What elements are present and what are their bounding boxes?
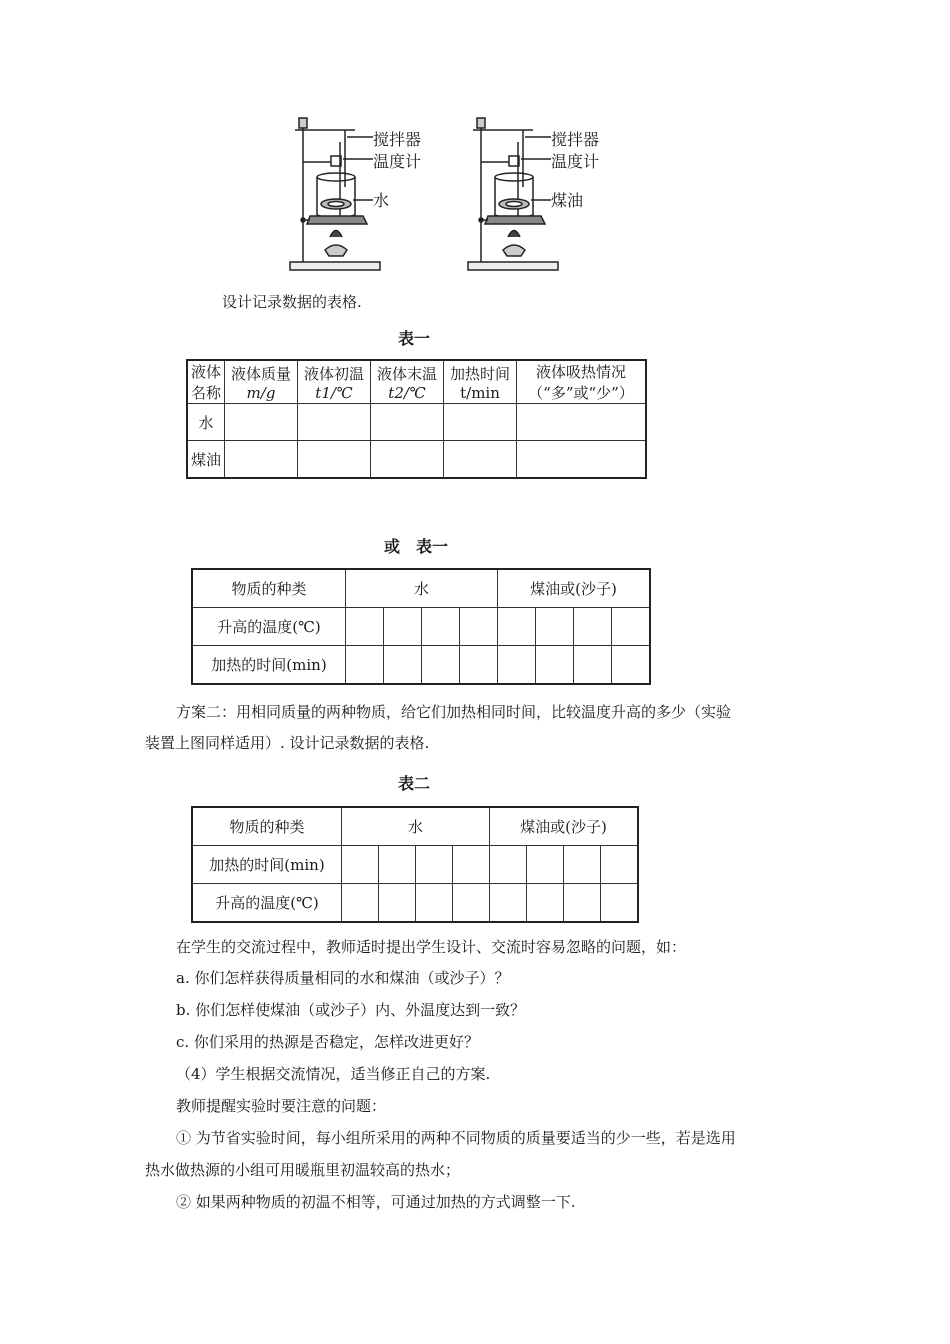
paragraph: 教师提醒实验时要注意的问题： [176, 1097, 387, 1115]
table1 [186, 359, 647, 479]
table-row [187, 404, 646, 441]
paragraph: c. 你们采用的热源是否稳定，怎样改进更好？ [176, 1033, 479, 1051]
paragraph: 在学生的交流过程中，教师适时提出学生设计、交流时容易忽略的问题，如： [176, 938, 687, 956]
table1-title: 表一 [398, 329, 431, 348]
row-label-heat-time: 加热的时间(min) [192, 646, 346, 685]
group-water: 水 [346, 569, 498, 608]
table1b [191, 568, 651, 685]
row-label-temp-rise: 升高的温度(℃) [192, 884, 342, 923]
table-row [192, 884, 638, 923]
row-label-water: 水 [187, 404, 225, 441]
group-water: 水 [342, 807, 490, 846]
paragraph: 热水做热源的小组可用暖瓶里初温较高的热水； [145, 1161, 461, 1179]
label-thermometer: 温度计 [551, 152, 600, 171]
table-row [192, 646, 650, 685]
row-label-kerosene: 煤油 [187, 441, 225, 479]
header-mass: 液体质量 m/g [225, 360, 298, 404]
table-row [192, 846, 638, 884]
group-kerosene: 煤油或(沙子) [490, 807, 639, 846]
header-final-temp: 液体末温 t2/℃ [371, 360, 444, 404]
label-thermometer: 温度计 [373, 152, 422, 171]
header-initial-temp: 液体初温 t1/℃ [298, 360, 371, 404]
table2-title: 表二 [398, 774, 431, 793]
table1b-title: 或 表一 [384, 537, 449, 556]
header-heat-absorb: 液体吸热情况 （“多”或“少”） [517, 360, 647, 404]
paragraph: ① 为节省实验时间，每小组所采用的两种不同物质的质量要适当的少一些，若是选用 [176, 1129, 736, 1147]
plan2-line1: 方案二：用相同质量的两种物质，给它们加热相同时间，比较温度升高的多少（实验 [176, 703, 732, 721]
row-label-temp-rise: 升高的温度(℃) [192, 608, 346, 646]
table-row [187, 360, 646, 404]
col-header: 物质的种类 [192, 807, 342, 846]
label-kerosene: 煤油 [551, 191, 584, 210]
col-header: 物质的种类 [192, 569, 346, 608]
table-row [192, 608, 650, 646]
label-stirrer: 搅拌器 [373, 130, 422, 149]
paragraph: ② 如果两种物质的初温不相等，可通过加热的方式调整一下. [176, 1193, 576, 1211]
header-heat-time: 加热时间 t/min [444, 360, 517, 404]
table2 [191, 806, 639, 923]
row-label-heat-time: 加热的时间(min) [192, 846, 342, 884]
label-stirrer: 搅拌器 [551, 130, 600, 149]
plan2-line2: 装置上图同样适用）. 设计记录数据的表格. [145, 734, 430, 752]
table-row [192, 569, 650, 608]
paragraph: a. 你们怎样获得质量相同的水和煤油（或沙子）？ [176, 969, 510, 987]
paragraph: （4）学生根据交流情况，适当修正自己的方案. [176, 1065, 491, 1083]
group-kerosene: 煤油或(沙子) [498, 569, 651, 608]
apparatus-figure-water [285, 112, 485, 277]
table-row [192, 807, 638, 846]
table-row [187, 441, 646, 479]
label-water: 水 [373, 191, 390, 210]
paragraph: b. 你们怎样使煤油（或沙子）内、外温度达到一致？ [176, 1001, 526, 1019]
intro-line: 设计记录数据的表格. [222, 293, 362, 311]
apparatus-figure-kerosene [463, 112, 663, 277]
header-liquid: 液体 名称 [187, 360, 225, 404]
